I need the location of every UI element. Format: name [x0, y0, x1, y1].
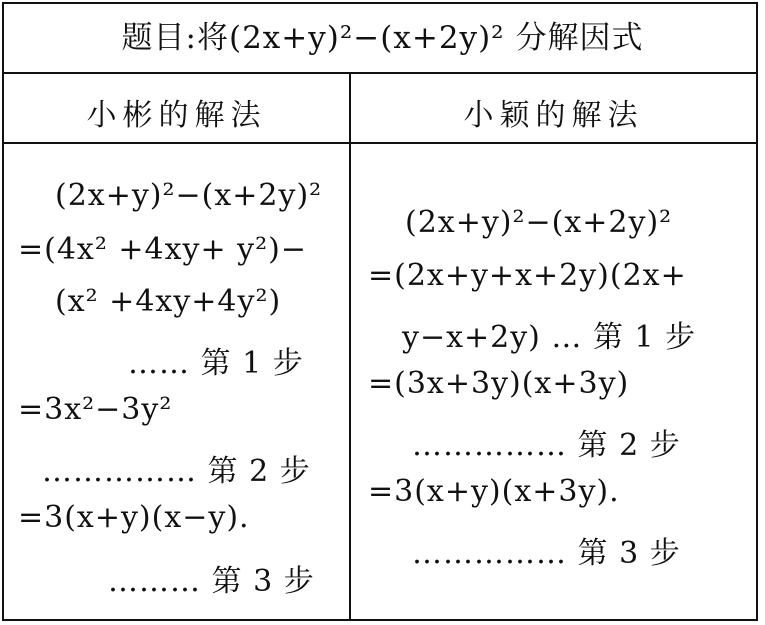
- xiaoying-step-3: …………… 第 3 步: [412, 536, 681, 571]
- xiaobin-line-1: (2x+y)²−(x+2y)²: [55, 178, 323, 213]
- xiaobin-step-1: …… 第 1 步: [128, 346, 304, 381]
- header-divider: [2, 142, 758, 144]
- xiaobin-step-3: ……… 第 3 步: [108, 564, 315, 599]
- xiaoying-line-3: y−x+2y) … 第 1 步: [402, 320, 697, 355]
- column-divider: [349, 73, 351, 621]
- xiaobin-step-2: …………… 第 2 步: [42, 454, 311, 489]
- column-header-xiaoying: 小颖的解法: [463, 98, 644, 133]
- xiaoying-line-2: =(2x+y+x+2y)(2x+: [368, 258, 687, 293]
- xiaobin-line-2: =(4x² +4xy+ y²)−: [18, 232, 307, 267]
- xiaoying-line-6: =3(x+y)(x+3y).: [368, 474, 620, 509]
- column-header-xiaobin: 小彬的解法: [86, 98, 267, 133]
- xiaobin-line-5: =3x²−3y²: [18, 392, 173, 427]
- title-divider: [2, 72, 758, 74]
- problem-title: 题目:将(2x+y)²−(x+2y)² 分解因式: [121, 20, 644, 56]
- xiaoying-line-1: (2x+y)²−(x+2y)²: [405, 205, 673, 240]
- xiaoying-step-2: …………… 第 2 步: [412, 428, 681, 463]
- xiaobin-line-3: (x² +4xy+4y²): [55, 284, 282, 319]
- xiaoying-line-4: =(3x+3y)(x+3y): [368, 366, 630, 401]
- xiaobin-line-7: =3(x+y)(x−y).: [18, 500, 250, 535]
